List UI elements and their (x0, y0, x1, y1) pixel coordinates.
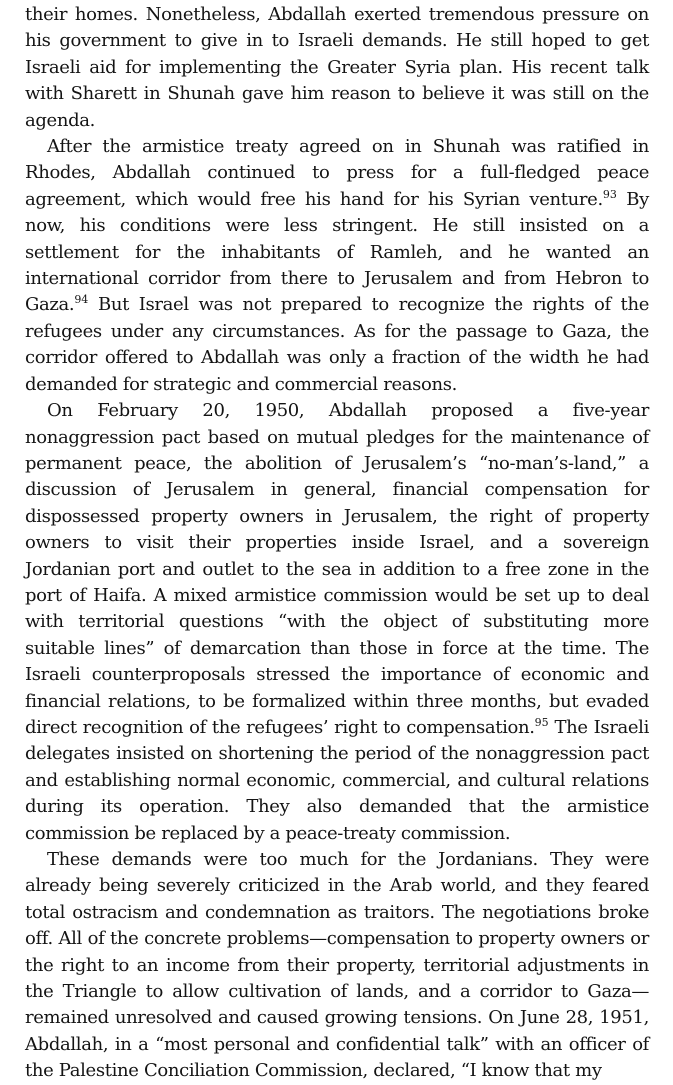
paragraph-text: their homes. Nonetheless, Abdallah exerted tremendous pressure on his government to give in to Israeli demands. He still hoped to get Israeli aid for implementing the Greater Syria plan. His recent talk with Sharett in Shunah gave him reason to believe it was still on the agenda. (25, 4, 649, 131)
paragraph-text: By now, his conditions were less stringent. He still insisted on a settlement for the inhabitants of Ramleh, and he wanted an international corridor from there to Jerusalem and from Hebron to Gaza. (25, 188, 649, 316)
paragraph-text: These demands were too much for the Jordanians. They were already being severely criticized in the Arab world, and they feared total ostracism and condemnation as traitors. The negotiations broke off. All of the concrete problems—compensation to property owners or the right to an income from their property, territorial adjustments in the Triangle to allow cultivation of lands, and a corridor to Gaza—remained unresolved and caused growing tensions. On June 28, 1951, Abdallah, in a “most personal and confidential talk” with an officer of the Palestine Conciliation Commission, declared, “I know that my (25, 849, 649, 1082)
footnote-marker: 94 (74, 293, 89, 307)
paragraph (25, 398, 649, 847)
footnote-marker: 93 (602, 187, 617, 201)
paragraph-text: But Israel was not prepared to recognize the rights of the refugees under any circumstances. As for the passage to Gaza, the corridor offered to Abdallah was only a fraction of the width he had demanded for strategic and commercial reasons. (25, 294, 649, 395)
footnote-marker: 95 (534, 715, 549, 729)
paragraph (25, 134, 649, 398)
body-text (25, 2, 649, 1085)
paragraph-text: After the armistice treaty agreed on in Shunah was ratified in Rhodes, Abdallah continued to press for a full-fledged peace agreement, which would free his hand for his Syrian venture. (25, 136, 649, 210)
paragraph-text: On February 20, 1950, Abdallah proposed a five-year nonaggression pact based on mutual pledges for the maintenance of permanent peace, the abolition of Jerusalem’s “no-man’s-land,” a discussion of Jerusalem in general, financial compensation for dispossessed property owners in Jerusalem, the right of property owners to visit their properties inside Israel, and a sovereign Jordanian port and outlet to the sea in addition to a free zone in the port of Haifa. A mixed armistice commission would be set up to deal with territorial questions “with the object of substituting more suitable lines” of demarcation than those in force at the time. The Israeli counterproposals stressed the importance of economic and financial relations, to be formalized within three months, but evaded direct recognition of the refugees’ right to compensation. (25, 400, 649, 738)
paragraph (25, 2, 649, 134)
paragraph-text: The Israeli delegates insisted on shortening the period of the nonaggression pact and establishing normal economic, commercial, and cultural relations during its operation. They also demanded that the armistice commission be replaced by a peace-treaty commission. (25, 716, 649, 844)
paragraph (25, 847, 649, 1085)
